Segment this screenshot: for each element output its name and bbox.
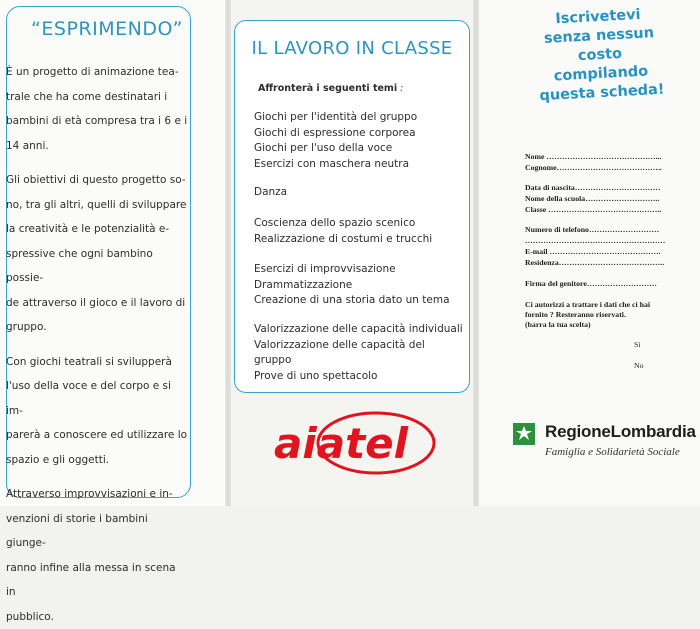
intro-line: Attraverso improvvisazioni e in-: [6, 482, 188, 507]
themes-lead: [258, 83, 403, 94]
form-field: Data di nascita……………………………: [525, 183, 661, 192]
consent-option: No: [634, 361, 644, 370]
sponsor-name: RegioneLombardia: [545, 422, 696, 442]
themes-group: [254, 110, 464, 172]
theme-item: Valorizzazione delle capacità individuali: [254, 322, 464, 338]
form-field: Nome ……………………………………...: [525, 152, 661, 161]
theme-item: Esercizi con maschera neutra: [254, 157, 464, 173]
intro-line: bambini di età compresa tra i 6 e i: [6, 109, 188, 134]
theme-item: Giochi di espressione corporea: [254, 126, 464, 142]
aiatel-logo: [268, 410, 438, 476]
headline-line: questa scheda!: [522, 80, 683, 107]
themes-group: [254, 322, 464, 369]
theme-item: Drammatizzazione: [254, 278, 464, 294]
form-field: E-mail …………………………………….: [525, 247, 661, 256]
intro-line: de attraverso il gioco e il lavoro di: [6, 291, 188, 316]
aiatel-logo-text: aiatel: [274, 419, 409, 468]
form-field: ………………………………………………: [525, 236, 665, 245]
headline-line: costo: [520, 42, 681, 69]
form-field: (barra la tua scelta): [525, 320, 591, 329]
themes-lead-text: Affronterà i seguenti temi: [258, 83, 397, 94]
themes-group: [254, 369, 464, 385]
theme-item: Realizzazione di costumi e trucchi: [254, 232, 464, 248]
theme-item: Danza: [254, 185, 464, 201]
form-field: fornito ? Resteranno riservati.: [525, 310, 626, 319]
signup-headline: [518, 4, 683, 107]
intro-line: spazio e gli oggetti.: [6, 448, 188, 473]
form-field: Cognome…………………………………..: [525, 163, 662, 172]
regione-lombardia-icon: [513, 423, 535, 445]
theme-item: Giochi per l'uso della voce: [254, 141, 464, 157]
intro-line: Gli obiettivi di questo progetto so-: [6, 168, 188, 193]
consent-option: Si: [634, 340, 641, 349]
form-field: Numero di telefono………………………: [525, 225, 659, 234]
intro-line: È un progetto di animazione tea-: [6, 60, 188, 85]
form-field: Firma del genitore………………………: [525, 279, 657, 288]
form-field: Nome della scuola………………………..: [525, 194, 659, 203]
intro-line: trale che ha come destinatari i: [6, 85, 188, 110]
fold-line: [473, 0, 479, 506]
theme-item: Creazione di una storia dato un tema: [254, 293, 464, 309]
intro-line: ranno infine alla messa in scena in: [6, 556, 188, 605]
intro-line: gruppo.: [6, 315, 188, 340]
theme-item: Esercizi di improvvisazione: [254, 262, 464, 278]
theme-item: Prove di uno spettacolo: [254, 369, 464, 385]
intro-line: spressive che ogni bambino possie-: [6, 242, 188, 291]
headline-line: compilando: [521, 61, 682, 88]
intro-line: 14 anni.: [6, 134, 188, 159]
fold-line: [225, 0, 231, 506]
form-field: Residenza…………………………………..: [525, 258, 664, 267]
themes-group: [254, 185, 464, 201]
sponsor-subtitle: Famiglia e Solidarietà Sociale: [545, 446, 680, 458]
form-field: Classe ……………………………………..: [525, 205, 661, 214]
intro-line: venzioni di storie i bambini giunge-: [6, 507, 188, 556]
themes-lead-colon: :: [397, 83, 403, 94]
themes-group: [254, 262, 464, 309]
intro-line: no, tra gli altri, quelli di sviluppare: [6, 193, 188, 218]
intro-line: la creatività e le potenzialità e-: [6, 217, 188, 242]
theme-item: Valorizzazione delle capacità del gruppo: [254, 338, 464, 369]
intro-line: l'uso della voce e del corpo e si im-: [6, 374, 188, 423]
theme-item: Coscienza dello spazio scenico: [254, 216, 464, 232]
intro-line: Con giochi teatrali si svilupperà: [6, 350, 188, 375]
headline-line: Iscrivetevi: [518, 4, 679, 31]
intro-line: pubblico.: [6, 605, 188, 629]
headline-line: senza nessun: [519, 23, 680, 50]
class-work-title: IL LAVORO IN CLASSE: [234, 38, 470, 59]
form-field: Ci autorizzi a trattare i dati che ci hai: [525, 300, 650, 309]
theme-item: Giochi per l'identità del gruppo: [254, 110, 464, 126]
themes-group: [254, 216, 464, 247]
project-title: “ESPRIMENDO”: [22, 18, 192, 40]
intro-text: [6, 60, 188, 629]
intro-line: parerà a conoscere ed utilizzare lo: [6, 423, 188, 448]
